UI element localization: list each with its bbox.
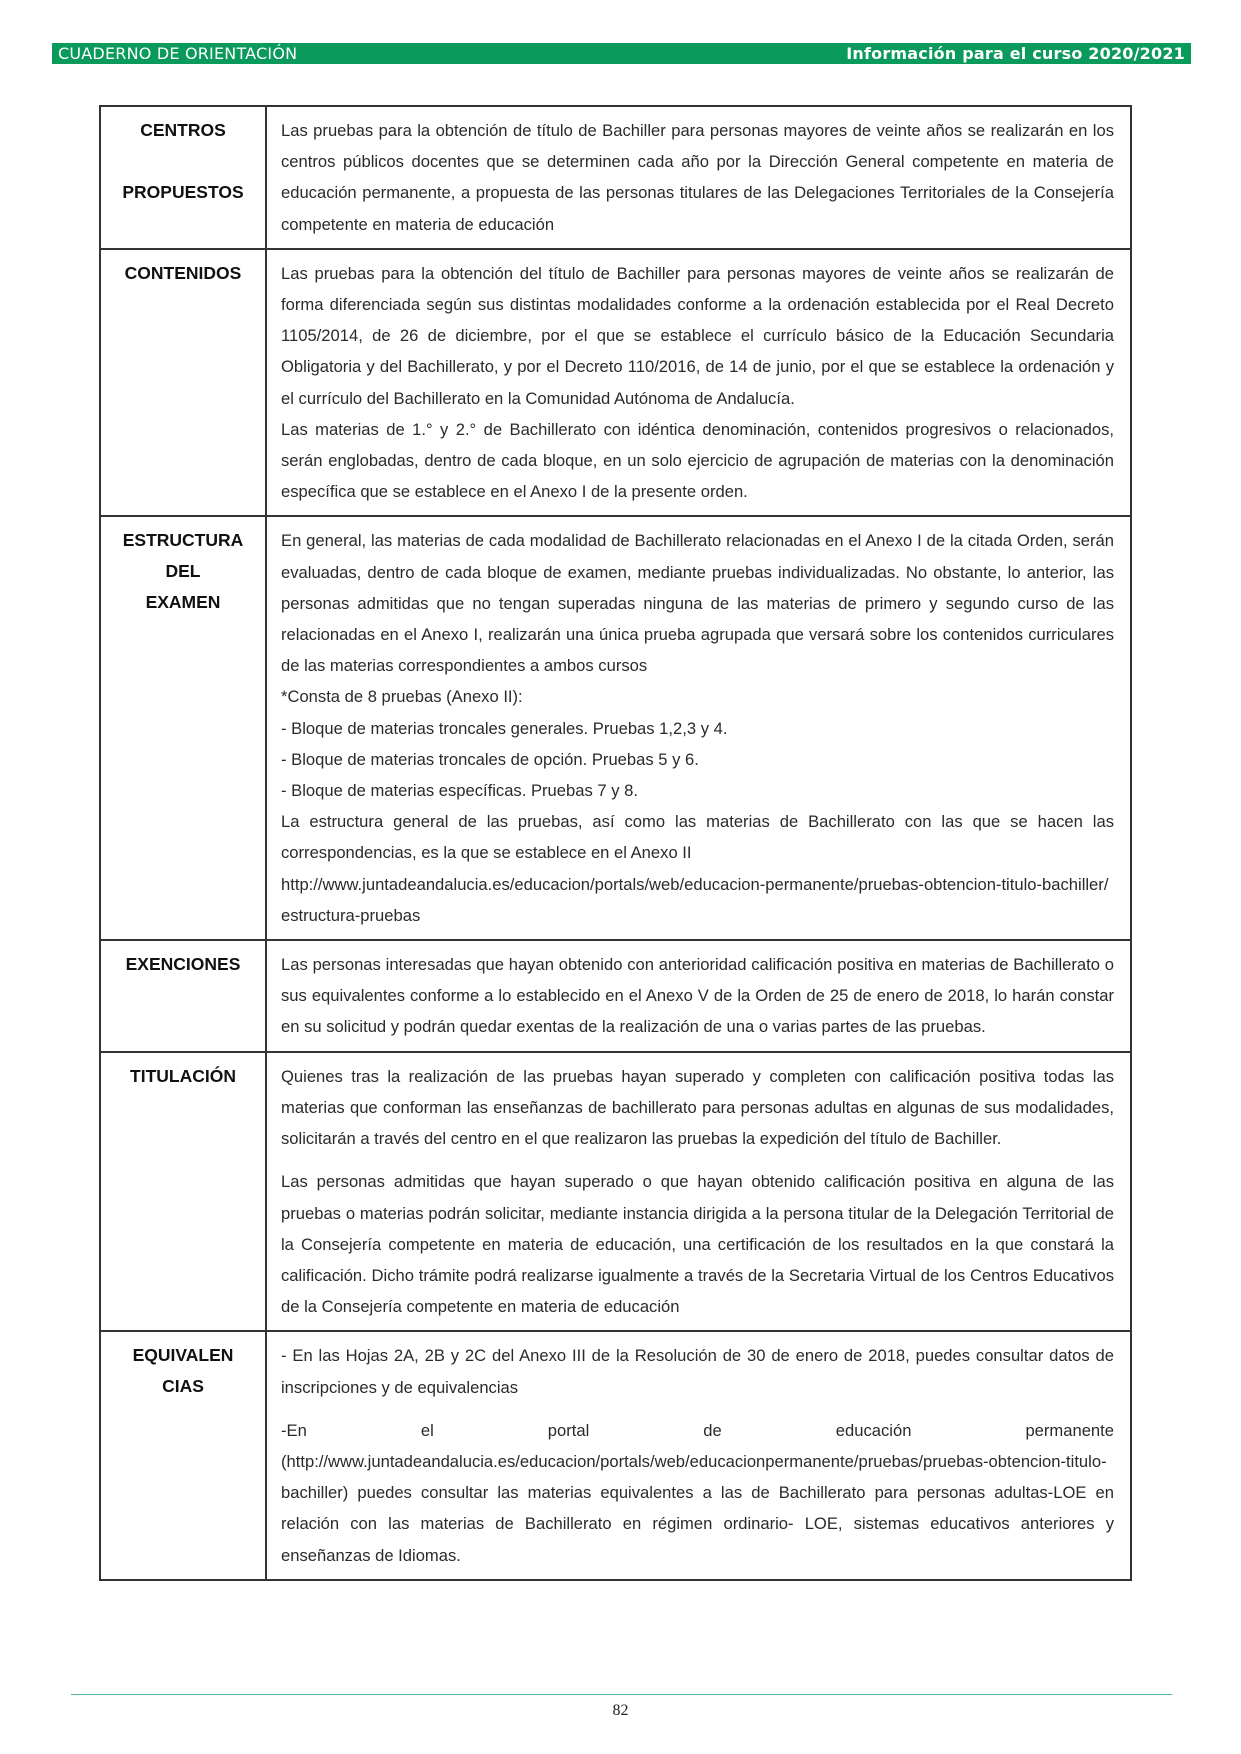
info-table [99, 105, 1132, 1581]
paragraph: Quienes tras la realización de las pruebas hayan superado y completen con calificación positiva todas las materias que conforman las enseñanzas de bachillerato para personas adultas en algunas de sus modalidades, solicitarán a través del centro en el que realizaron las pruebas la expedición del título de Bachiller. [281, 1066, 1114, 1149]
footer-divider [71, 1694, 1172, 1695]
row-label-contenidos [100, 249, 266, 517]
row-label-line: EXAMEN [145, 592, 221, 613]
paragraph: -En el portal de educación permanente (http://www.juntadeandalucia.es/educacion/portals/web/educacionpermanente/pruebas/pruebas-obtencion-titulo-bachiller) puedes consultar las materias equivalentes a las de Bachillerato para personas adultas-LOE en relación con las materias de Bachillerato en régimen ordinario- LOE, sistemas educativos anteriores y enseñanzas de Idiomas. [281, 1420, 1114, 1565]
row-label-titulacion [100, 1052, 266, 1332]
paragraph: Las pruebas para la obtención del título de Bachiller para personas mayores de veinte años se realizarán de forma diferenciada según sus distintas modalidades conforme a la ordenación establecida por el Real Decreto 1105/2014, de 26 de diciembre, por el que se establece el currículo básico de la Educación Secundaria Obligatoria y del Bachillerato, y por el Decreto 110/2016, de 14 de junio, por el que se establece la ordenación y el currículo del Bachillerato en la Comunidad Autónoma de Andalucía. [281, 263, 1114, 408]
paragraph: Las personas admitidas que hayan superado o que hayan obtenido calificación positiva en alguna de las pruebas o materias podrán solicitar, mediante instancia dirigida a la persona titular de la Delegación Territorial de la Consejería competente en materia de educación, una certificación de los resultados en la que constará la calificación. Dicho trámite podrá realizarse igualmente a través de la Secretaria Virtual de los Centros Educativos de la Consejería competente en materia de educación [281, 1172, 1114, 1317]
course-info: Información para el curso 2020/2021 [846, 44, 1185, 63]
label-spacer [105, 146, 261, 177]
list-item: - Bloque de materias troncales generales. Pruebas 1,2,3 y 4. [281, 718, 728, 738]
row-label-exenciones [100, 940, 266, 1052]
row-content [266, 1331, 1131, 1579]
row-content [266, 940, 1131, 1052]
row-label-equivalencias [100, 1331, 266, 1579]
row-label-line: CONTENIDOS [124, 262, 242, 283]
row-label-estructura-del-examen [100, 516, 266, 940]
row-content [266, 106, 1131, 249]
row-label-line: ESTRUCTURA [122, 530, 244, 551]
row-label-line: DEL [165, 561, 201, 582]
list-item: - Bloque de materias específicas. Pruebas 7 y 8. [281, 781, 638, 801]
table-row [100, 1052, 1131, 1332]
document-title: CUADERNO DE ORIENTACIÓN [58, 44, 298, 63]
paragraph: - En las Hojas 2A, 2B y 2C del Anexo III de la Resolución de 30 de enero de 2018, puedes consultar datos de inscripciones y de equivalencias [281, 1346, 1114, 1397]
paragraph: *Consta de 8 pruebas (Anexo II): [281, 687, 523, 707]
row-content [266, 516, 1131, 940]
paragraph: Las materias de 1.° y 2.° de Bachillerato con idéntica denominación, contenidos progresivos o relacionados, serán englobadas, dentro de cada bloque, en un solo ejercicio de agrupación de materias con la denominación específica que se establece en el Anexo I de la presente orden. [281, 419, 1114, 502]
row-label-line: CENTROS [140, 120, 226, 140]
paragraph: La estructura general de las pruebas, así como las materias de Bachillerato con las que se hacen las correspondencias, es la que se establece en el Anexo II [281, 812, 1114, 863]
row-label-line: CIAS [162, 1376, 204, 1397]
table-row [100, 516, 1131, 940]
row-label-line: PROPUESTOS [122, 182, 244, 202]
paragraph: Las personas interesadas que hayan obtenido con anterioridad calificación positiva en materias de Bachillerato o sus equivalentes conforme a lo establecido en el Anexo V de la Orden de 25 de enero de 2018, lo harán constar en su solicitud y podrán quedar exentas de la realización de una o varias partes de las pruebas. [281, 955, 1114, 1037]
row-label-line: EXENCIONES [125, 954, 241, 975]
estructura-link[interactable]: http://www.juntadeandalucia.es/educacion/portals/web/educacion-permanente/pruebas-obtencion-titulo-bachiller/estructura-pruebas [281, 874, 1109, 925]
row-label-line: EQUIVALEN [132, 1345, 234, 1366]
row-label-line: TITULACIÓN [130, 1065, 236, 1086]
page-number: 82 [612, 1702, 629, 1719]
table-row [100, 106, 1131, 249]
table-row [100, 940, 1131, 1052]
paragraph: Las pruebas para la obtención de título de Bachiller para personas mayores de veinte años se realizarán en los centros públicos docentes que se determinen cada año por la Dirección General competente en materia de educación permanente, a propuesta de las personas titulares de las Delegaciones Territoriales de la Consejería competente en materia de educación [281, 121, 1114, 234]
row-content [266, 249, 1131, 517]
list-item: - Bloque de materias troncales de opción. Pruebas 5 y 6. [281, 749, 699, 769]
paragraph: En general, las materias de cada modalidad de Bachillerato relacionadas en el Anexo I de la citada Orden, serán evaluadas, dentro de cada bloque de examen, mediante pruebas individualizadas. No obstante, lo anterior, las personas admitidas que no tengan superadas ninguna de las materias de primero y segundo curso de las relacionadas en el Anexo I, realizarán una única prueba agrupada que versará sobre los contenidos curriculares de las materias correspondientes a ambos cursos [281, 531, 1114, 676]
row-content [266, 1052, 1131, 1332]
row-label-centros-propuestos [100, 106, 266, 249]
table-row [100, 249, 1131, 517]
table-row [100, 1331, 1131, 1579]
header-bar [52, 43, 1191, 64]
